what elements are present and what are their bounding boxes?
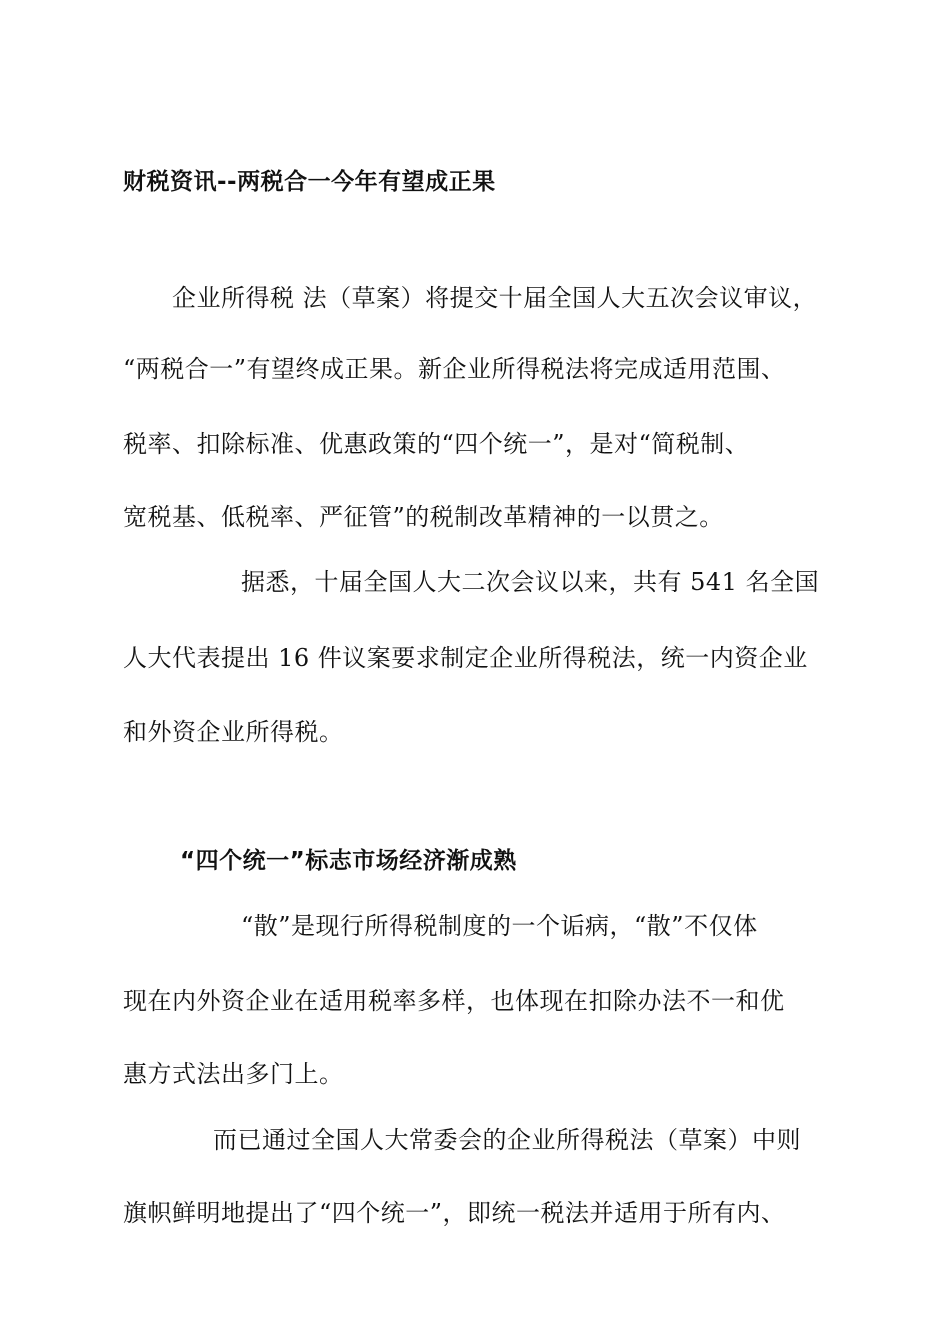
paragraph-line: 税率、扣除标准、优惠政策的“四个统一”，是对“简税制、 [123, 430, 750, 458]
document-title: 财税资讯--两税合一今年有望成正果 [123, 169, 496, 195]
paragraph-line: 而已通过全国人大常委会的企业所得税法（草案）中则 [213, 1126, 801, 1154]
paragraph-line: 宽税基、低税率、严征管”的税制改革精神的一以贯之。 [123, 503, 724, 531]
paragraph-line: 旗帜鲜明地提出了“四个统一”，即统一税法并适用于所有内、 [123, 1199, 786, 1227]
paragraph-line: “散”是现行所得税制度的一个诟病，“散”不仅体 [241, 912, 758, 940]
paragraph-line: 据悉，十届全国人大二次会议以来，共有 541 名全国 [241, 568, 820, 596]
paragraph-line: 人大代表提出 16 件议案要求制定企业所得税法，统一内资企业 [123, 644, 808, 672]
paragraph-line: 企业所得税 法（草案）将提交十届全国人大五次会议审议， [172, 284, 818, 312]
section-subheading: “四个统一”标志市场经济渐成熟 [180, 848, 517, 874]
paragraph-line: 和外资企业所得税。 [123, 718, 344, 746]
paragraph-line: “两税合一”有望终成正果。新企业所得税法将完成适用范围、 [123, 355, 786, 383]
paragraph-line: 现在内外资企业在适用税率多样，也体现在扣除办法不一和优 [123, 987, 785, 1015]
paragraph-line: 惠方式法出多门上。 [123, 1060, 344, 1088]
